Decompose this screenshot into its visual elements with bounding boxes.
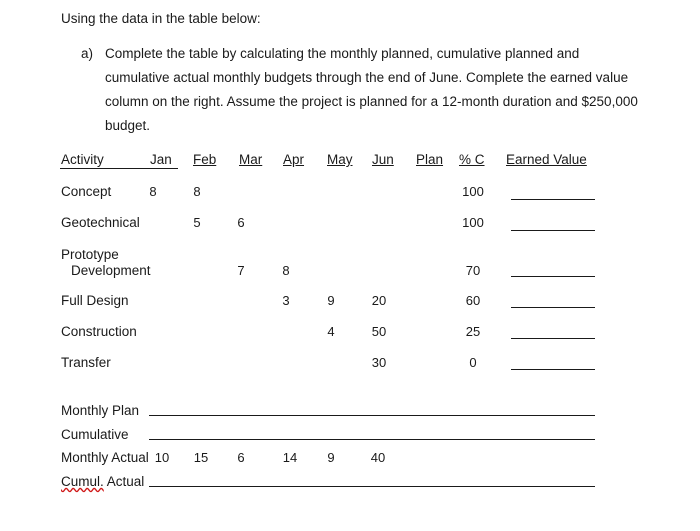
cell-pct: 60 [465, 293, 481, 308]
actual-word: Actual [106, 474, 145, 489]
row-label-line-1: Prototype [61, 247, 119, 262]
header-plan: Plan [416, 152, 444, 167]
earned-value-blank[interactable] [511, 230, 595, 231]
cumul-actual-blank[interactable] [149, 486, 595, 487]
earned-value-blank[interactable] [511, 307, 595, 308]
cell-mar: 7 [237, 263, 245, 278]
cumul-actual-label [61, 474, 144, 489]
cell-jan: 8 [149, 184, 157, 199]
question-line-4: budget. [105, 118, 151, 133]
monthly-actual-label: Monthly Actual [61, 450, 149, 465]
cell-jun: 30 [371, 355, 387, 370]
cell-pct: 25 [465, 324, 481, 339]
question-label: a) [81, 46, 94, 61]
header-mar: Mar [239, 152, 263, 167]
row-label: Geotechnical [61, 215, 140, 230]
question-line-2: cumulative actual monthly budgets through the end of June. Complete the earned value [105, 70, 629, 85]
actual-apr: 14 [282, 450, 298, 465]
header-may: May [327, 152, 353, 167]
row-label: Full Design [61, 293, 129, 308]
cell-apr: 3 [282, 293, 290, 308]
earned-value-blank[interactable] [511, 369, 595, 370]
cumulative-blank[interactable] [149, 439, 595, 440]
cell-may: 9 [327, 293, 335, 308]
question-line-3: column on the right. Assume the project is planned for a 12-month duration and $250,000 [105, 94, 638, 109]
cell-jun: 50 [371, 324, 387, 339]
header-activity: Activity [61, 152, 104, 167]
header-jun: Jun [372, 152, 394, 167]
actual-jun: 40 [370, 450, 386, 465]
actual-mar: 6 [237, 450, 245, 465]
earned-value-blank[interactable] [511, 338, 595, 339]
cell-apr: 8 [282, 263, 290, 278]
actual-feb: 15 [193, 450, 209, 465]
header-pct-complete: % C [459, 152, 485, 167]
cumul-word: Cumul. [61, 474, 104, 489]
monthly-plan-label: Monthly Plan [61, 403, 140, 418]
header-feb: Feb [193, 152, 217, 167]
question-line-1: Complete the table by calculating the monthly planned, cumulative planned and [105, 46, 580, 61]
header-earned-value: Earned Value [506, 152, 587, 167]
actual-may: 9 [327, 450, 335, 465]
intro-text: Using the data in the table below: [61, 11, 261, 26]
row-label: Transfer [61, 355, 111, 370]
row-label: Concept [61, 184, 112, 199]
earned-value-blank[interactable] [511, 199, 595, 200]
header-apr: Apr [283, 152, 305, 167]
earned-value-blank[interactable] [511, 276, 595, 277]
row-label: Construction [61, 324, 137, 339]
cumulative-label: Cumulative [61, 427, 129, 442]
cell-feb: 5 [193, 215, 201, 230]
cell-feb: 8 [193, 184, 201, 199]
cell-mar: 6 [237, 215, 245, 230]
monthly-plan-blank[interactable] [149, 415, 595, 416]
header-jan: Jan [150, 152, 172, 167]
cell-pct: 100 [462, 215, 484, 230]
cell-pct: 100 [462, 184, 484, 199]
cell-may: 4 [327, 324, 335, 339]
actual-jan: 10 [154, 450, 170, 465]
cell-jun: 20 [371, 293, 387, 308]
cell-pct: 70 [465, 263, 481, 278]
row-label-line-2: Development [71, 263, 151, 278]
cell-pct: 0 [469, 355, 477, 370]
